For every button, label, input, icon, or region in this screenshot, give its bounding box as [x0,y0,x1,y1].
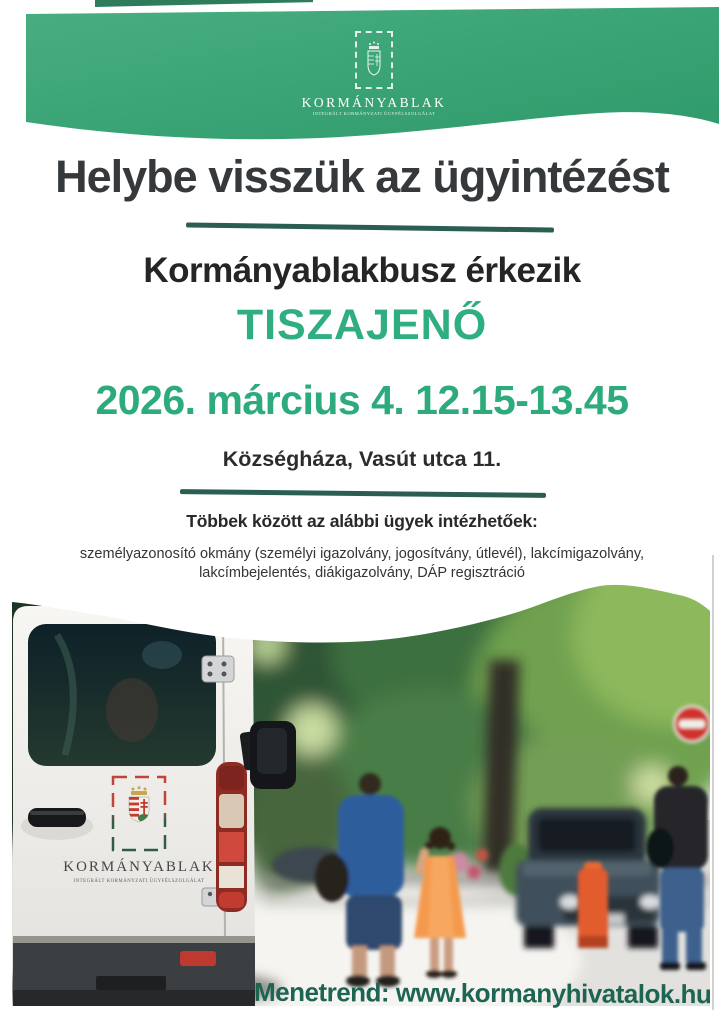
kormanyablak-logo-box [355,31,393,89]
coat-of-arms-icon [361,38,387,82]
services-line2: lakcímbejelentés, diákigazolvány, DÁP regisztráció [199,564,525,581]
services-heading: Többek között az alábbi ügyek intézhetőek: [186,511,538,531]
divider-top [186,222,554,232]
van-tagline-text: INTEGRÁLT KORMÁNYZATI ÜGYFÉLSZOLGÁLAT [73,879,205,884]
van-brand-text: KORMÁNYABLAK [63,859,215,875]
divider-services [180,489,546,498]
van-coat-of-arms-icon [129,786,150,822]
event-intro: Kormányablakbusz érkezik [143,251,581,290]
page-edge-scan-line [712,555,714,1010]
banner-tagline: INTEGRÁLT KORMÁNYZATI ÜGYFÉLSZOLGÁLAT [312,111,436,116]
van-door-handle [21,808,93,840]
schedule-caption: Menetrend: www.kormanyhivatalok.hu [253,976,712,1010]
banner-brand: KORMÁNYABLAK [301,95,447,110]
street-photo [12,580,710,1006]
no-entry-sign [673,705,710,743]
event-location: Községháza, Vasút utca 11. [222,447,502,471]
event-datetime: 2026. március 4. 12.15-13.45 [95,377,629,423]
event-city: TISZAJENŐ [236,301,488,349]
services-list [40,545,684,582]
services-line1: személyazonosító okmány (személyi igazolvány, jogosítvány, útlevél), lakcímigazolvány, [79,546,645,562]
orange-bollard [578,862,608,948]
van-tail-light [216,762,247,912]
headline: Helybe visszük az ügyintézést [55,151,669,202]
van-bumper [13,936,255,1006]
